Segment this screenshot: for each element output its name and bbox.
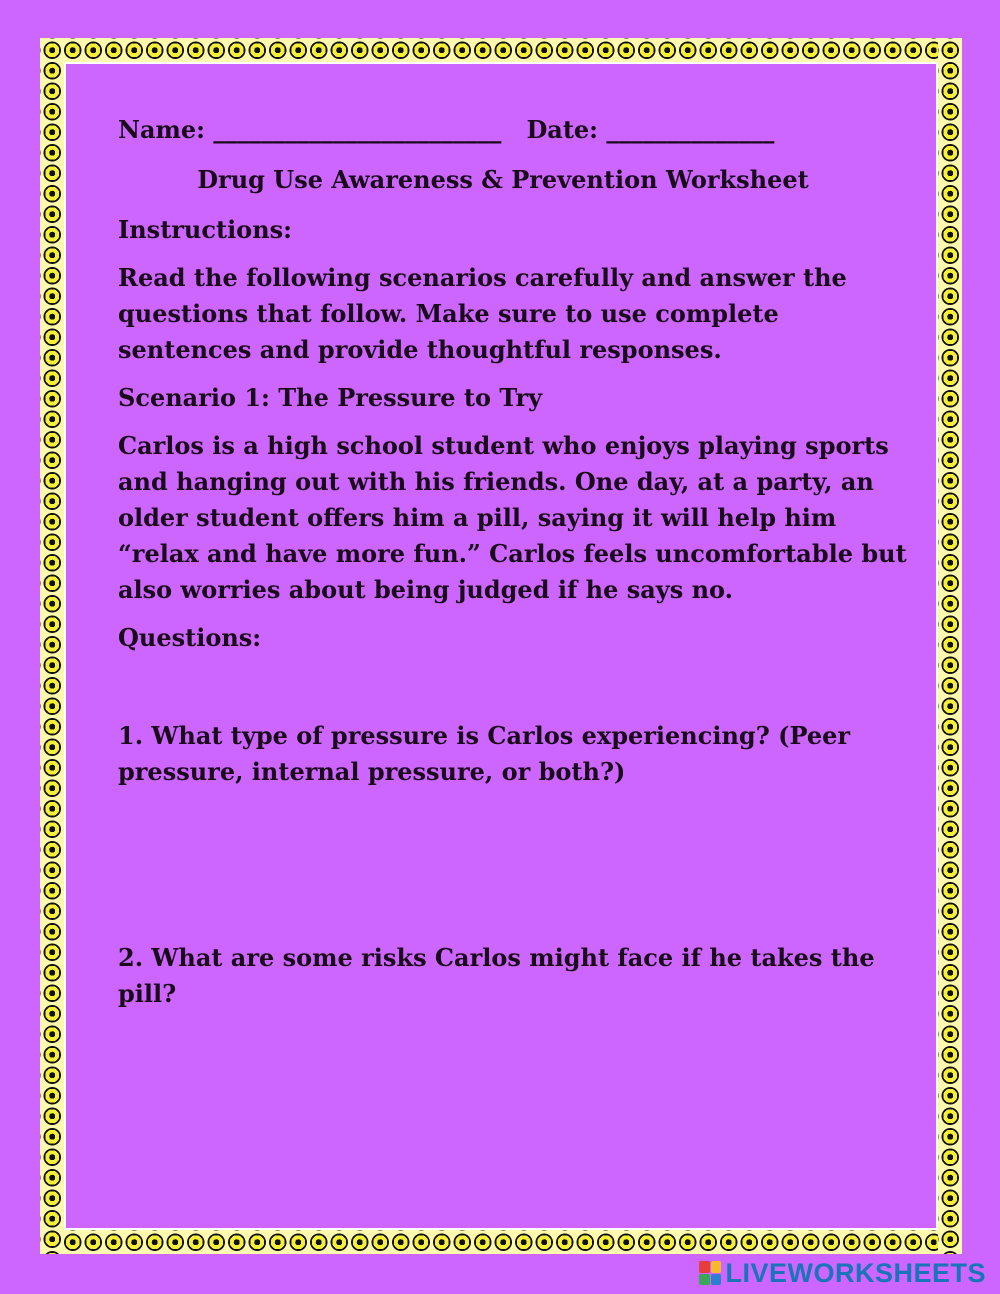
decorative-border-left xyxy=(40,38,64,1254)
watermark-text: LIVEWORKSHEETS xyxy=(725,1257,986,1288)
question-item: 2. What are some risks Carlos might face if he takes the pill? xyxy=(118,943,875,1008)
page-title: Drug Use Awareness & Prevention Worksheet xyxy=(197,165,809,194)
scenario-text: Carlos is a high school student who enjoys playing sports and hanging out with his friends. One day, at a party, an older student offers him a pill, saying it will help him “relax and have more fun.” Carlos feels uncomfortable but also worries about being judged if he says no. xyxy=(118,431,907,604)
instructions-text: Read the following scenarios carefully and answer the questions that follow. Make sure to use complete sentences and provide thoughtful responses. xyxy=(118,263,847,364)
date-label: Date: xyxy=(526,115,599,144)
question-item: 1. What type of pressure is Carlos experiencing? (Peer pressure, internal pressure, or both?) xyxy=(118,721,851,786)
worksheet-content xyxy=(118,112,908,1012)
decorative-border-bottom xyxy=(40,1230,962,1254)
name-date-line xyxy=(118,112,908,148)
decorative-border-right xyxy=(938,38,962,1254)
questions-label: Questions: xyxy=(118,623,262,652)
name-label: Name: xyxy=(118,115,206,144)
scenario-title: Scenario 1: The Pressure to Try xyxy=(118,383,543,412)
date-blank[interactable]: ______________ xyxy=(606,115,775,144)
name-blank[interactable]: ________________________ xyxy=(213,115,502,144)
liveworksheets-watermark xyxy=(699,1258,986,1288)
decorative-border-top xyxy=(40,38,962,62)
liveworksheets-logo-icon xyxy=(699,1261,721,1285)
instructions-label: Instructions: xyxy=(118,215,293,244)
